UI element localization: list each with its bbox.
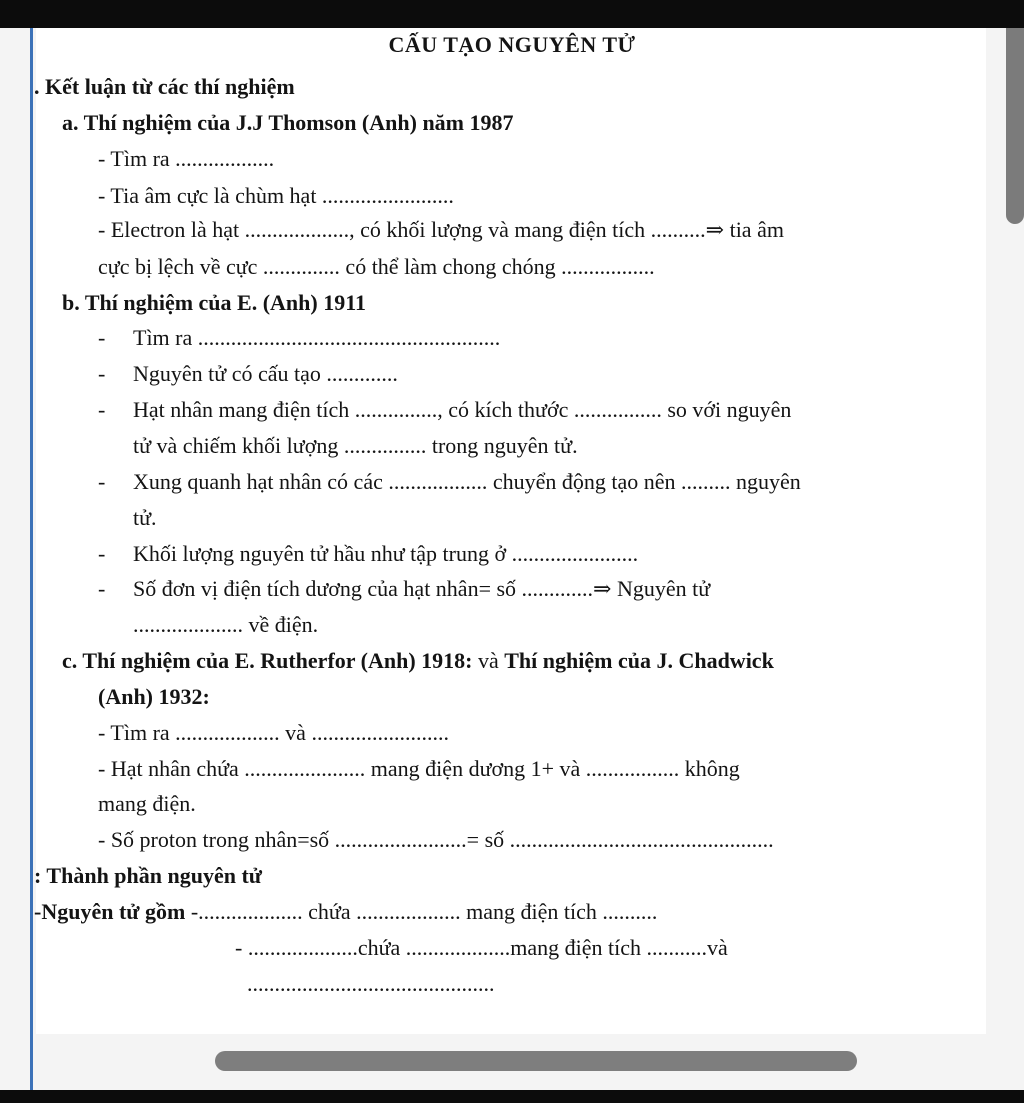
section-b-bullet: - (98, 576, 106, 601)
bottom-bar (0, 1090, 1024, 1103)
composition-label: -Nguyên tử gồm (34, 899, 186, 924)
section-b-heading: b. Thí nghiệm của E. (Anh) 1911 (62, 290, 367, 315)
section-b-line-5: Xung quanh hạt nhân có các .................. chuyển động tạo nên ......... nguyên (133, 469, 801, 494)
section-a-line-3: - Electron là hạt ..................., có khối lượng và mang điện tích ..........⇒ tia âm (98, 217, 784, 242)
section-b-line-9: .................... về điện. (133, 612, 319, 637)
composition-line-3: ............................................. (247, 971, 495, 996)
section-b-bullet: - (98, 541, 106, 566)
section-b-bullet: - (98, 397, 106, 422)
section-a-line-2: - Tia âm cực là chùm hạt ........................ (98, 183, 454, 208)
page-title: CẤU TẠO NGUYÊN TỬ (388, 32, 636, 57)
section-b-line-1: Tìm ra ....................................................... (133, 325, 501, 350)
top-status-bar (0, 0, 1024, 28)
section-b-line-4: tử và chiếm khối lượng ............... trong nguyên tử. (133, 433, 578, 458)
section-b-line-7: Khối lượng nguyên tử hầu như tập trung ở ....................... (133, 541, 639, 566)
section-1-heading: . Kết luận từ các thí nghiệm (34, 74, 295, 99)
section-b-line-6: tử. (133, 505, 157, 530)
section-c-line-1: - Tìm ra ................... và ......................... (98, 720, 449, 745)
section-b-line-3: Hạt nhân mang điện tích ..............., có kích thước ................ so với nguyên (133, 397, 792, 422)
section-c-heading-part-2: Thí nghiệm của J. Chadwick (504, 648, 774, 673)
section-c-line-3: mang điện. (98, 791, 196, 816)
section-b-bullet: - (98, 361, 106, 386)
horizontal-scrollbar-thumb[interactable] (215, 1051, 857, 1071)
section-b-bullet: - (98, 469, 106, 494)
document-viewport (0, 28, 1024, 1090)
composition-line-2: - ....................chứa ...................mang điện tích ...........và (235, 935, 728, 960)
section-a-line-4: cực bị lệch về cực .............. có thể làm chong chóng ................. (98, 254, 655, 279)
section-2-heading: : Thành phần nguyên tử (34, 863, 263, 888)
section-c-heading-2: (Anh) 1932: (98, 684, 210, 709)
section-a-line-1: - Tìm ra .................. (98, 146, 275, 171)
composition-line-1 (34, 898, 657, 926)
section-b-line-8: Số đơn vị điện tích dương của hạt nhân= số .............⇒ Nguyên tử (133, 576, 711, 601)
section-c-line-4: - Số proton trong nhân=số ........................= số ................................................ (98, 827, 774, 852)
section-c-heading-part-1: c. Thí nghiệm của E. Rutherfor (Anh) 1918: (62, 648, 473, 673)
section-b-line-2: Nguyên tử có cấu tạo ............. (133, 361, 398, 386)
section-c-line-2: - Hạt nhân chứa ...................... mang điện dương 1+ và ................. không (98, 756, 740, 781)
section-a-heading: a. Thí nghiệm của J.J Thomson (Anh) năm 1987 (62, 110, 514, 135)
section-c-heading-joiner: và (472, 648, 505, 673)
section-c-heading (62, 647, 774, 675)
composition-line-1-text: -................... chứa ................... mang điện tích .......... (185, 899, 658, 924)
section-b-bullet: - (98, 325, 106, 350)
left-margin-line (30, 28, 33, 1090)
